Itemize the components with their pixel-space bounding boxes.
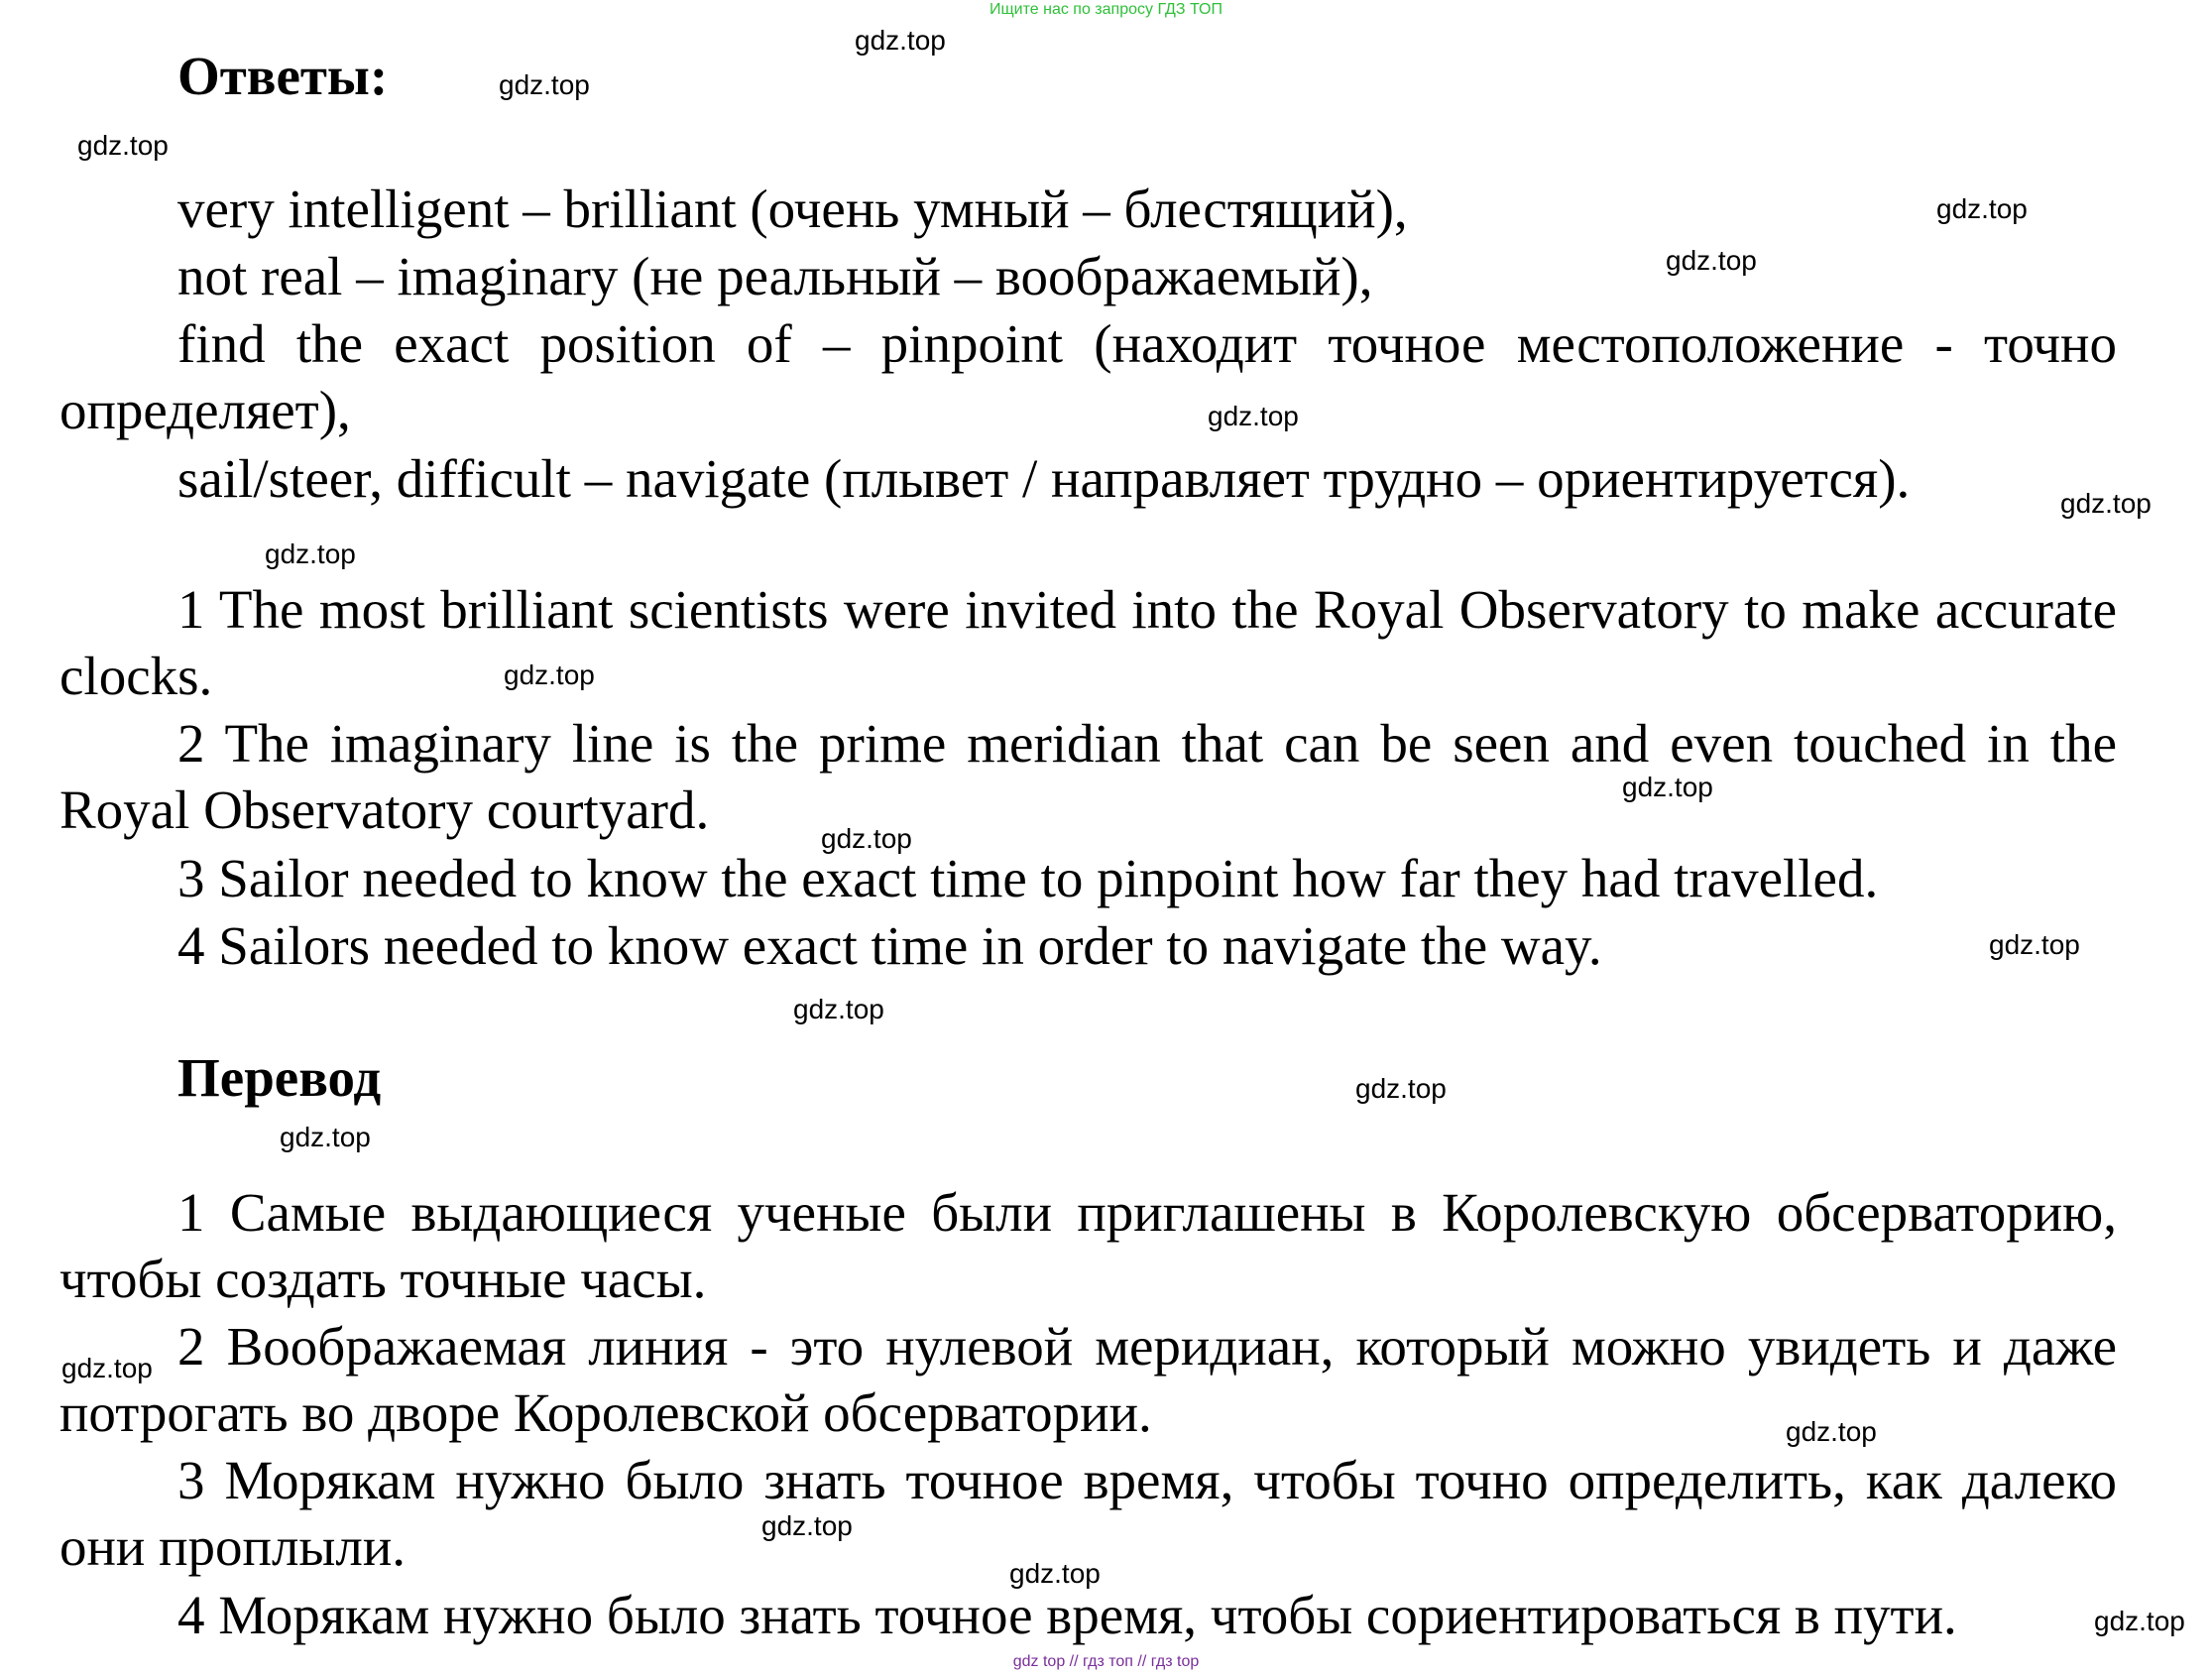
watermark: gdz.top [2060,488,2152,519]
translation-sentence: 4 Морякам нужно было знать точное время, чтобы сориентироваться в пути. [177,1585,1957,1645]
footer-separator: // [1069,1653,1079,1670]
translation-heading: Перевод [177,1047,382,1108]
footer-separator: // [1137,1653,1147,1670]
translation-sentence: 1 Самые выдающиеся ученые были приглашены в Королевскую обсерваторию, чтобы создать точные часы. [59,1182,2117,1309]
watermark: gdz.top [1622,772,1713,802]
watermark: gdz.top [1009,1558,1101,1589]
footer-link[interactable]: гдз топ [1083,1653,1133,1670]
answer-sentence: 1 The most brilliant scientists were invited into the Royal Observatory to make accurate clocks. [59,579,2117,706]
translation-sentence: 2 Воображаемая линия - это нулевой меридиан, который можно увидеть и даже потрогать во дворе Королевской обсерватории. [59,1316,2117,1443]
definition-line: find the exact position of – pinpoint (находит точное местоположение - точно определяет), [59,313,2117,440]
answer-sentence: 2 The imaginary line is the prime meridian that can be seen and even touched in the Royal Observatory courtyard. [59,713,2117,840]
watermark: gdz.top [1355,1073,1447,1104]
watermark: gdz.top [265,539,356,569]
definition-line: not real – imaginary (не реальный – воображаемый), [177,246,1373,306]
watermark: gdz.top [504,659,595,690]
watermark: gdz.top [280,1122,371,1152]
watermark: gdz.top [855,25,946,56]
definition-line: sail/steer, difficult – navigate (плывет / направляет трудно – ориентируется). [177,448,1911,509]
site-banner-text[interactable]: Ищите нас по запросу ГДЗ ТОП [990,1,1222,18]
watermark: gdz.top [1989,929,2080,960]
watermark: gdz.top [1666,245,1757,276]
watermark: gdz.top [793,994,884,1024]
footer-links [0,1652,2212,1672]
footer-link[interactable]: gdz top [1012,1653,1066,1670]
watermark: gdz.top [77,130,169,161]
site-banner[interactable] [0,0,2212,20]
watermark: gdz.top [1208,401,1299,431]
watermark: gdz.top [1936,193,2028,224]
answer-sentence: 3 Sailor needed to know the exact time to pinpoint how far they had travelled. [177,848,1879,908]
watermark: gdz.top [499,69,590,100]
watermark: gdz.top [821,823,912,854]
definition-line: very intelligent – brilliant (очень умный – блестящий), [177,179,1408,239]
translation-sentence: 3 Морякам нужно было знать точное время, чтобы точно определить, как далеко они проплыли. [59,1450,2117,1577]
watermark: gdz.top [2094,1606,2185,1636]
watermark: gdz.top [761,1510,853,1541]
watermark: gdz.top [1786,1416,1877,1447]
watermark: gdz.top [61,1353,153,1383]
answers-heading: Ответы: [177,46,389,106]
answer-sentence: 4 Sailors needed to know exact time in order to navigate the way. [177,915,1602,976]
footer-link[interactable]: гдз top [1150,1653,1200,1670]
